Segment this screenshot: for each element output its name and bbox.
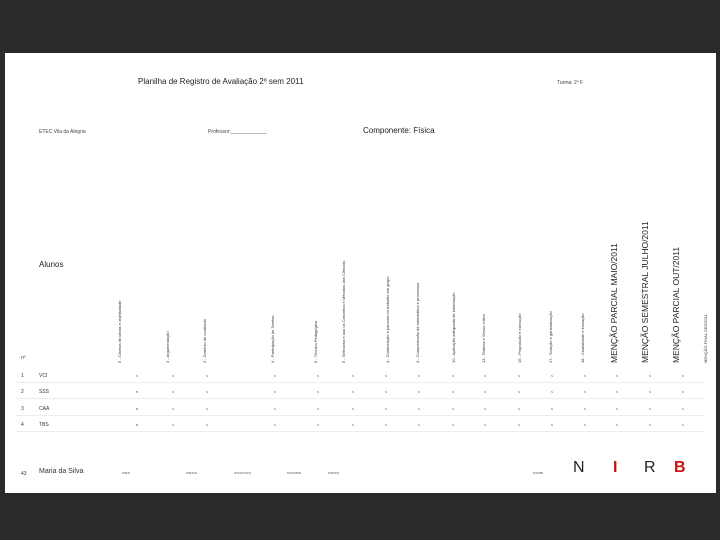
grade-cell: S bbox=[384, 374, 387, 378]
grade-cell: S bbox=[351, 390, 354, 394]
grade-cell: S bbox=[316, 423, 319, 427]
school-name: ETEC Vila da Alegria bbox=[39, 129, 86, 135]
column-header: 3 - Domínio de conteúdo bbox=[202, 319, 207, 363]
mencao-letter-out: R bbox=[644, 459, 656, 476]
mencao-semestral-julho-header: MENÇÃO SEMESTRAL JULHO/2011 bbox=[640, 221, 650, 363]
grade-cell: S bbox=[648, 407, 651, 411]
grade-cell: S bbox=[417, 390, 420, 394]
grade-cell: S bbox=[205, 423, 208, 427]
student-name: CAA bbox=[39, 406, 50, 412]
grade-cell: S bbox=[550, 390, 553, 394]
grade-cell: S bbox=[681, 374, 684, 378]
grade-cell: S bbox=[384, 390, 387, 394]
grade-cell: S bbox=[550, 407, 553, 411]
grade-cell: S bbox=[316, 390, 319, 394]
grade-cell: S bbox=[550, 423, 553, 427]
row-number: 4 bbox=[21, 422, 24, 428]
row-number: 3 bbox=[21, 406, 24, 412]
grade-cell: S bbox=[205, 407, 208, 411]
column-header: 13 - Rotinas e Senso crítico bbox=[481, 313, 486, 363]
student-name: TBS bbox=[39, 422, 49, 428]
grade-cell: S bbox=[615, 390, 618, 394]
column-header: 18 - Criatividade e inovação bbox=[580, 313, 585, 363]
grade-cell: S bbox=[171, 407, 174, 411]
grade-cell: S bbox=[648, 423, 651, 427]
grade-cell: S bbox=[517, 423, 520, 427]
grade-cell: S bbox=[273, 390, 276, 394]
column-header: 4 - Compreensão da sistemática e processos bbox=[415, 282, 420, 363]
grade-cell: S bbox=[517, 374, 520, 378]
grade-cell: S bbox=[384, 423, 387, 427]
student-name: SSS bbox=[39, 389, 50, 395]
professor-label: Professor:_____________ bbox=[208, 129, 267, 135]
column-header: 17 - Solução e generalização bbox=[548, 311, 553, 363]
column-header: 5 - Clareza de ideias e objetividade bbox=[117, 300, 122, 363]
grade-cell: S bbox=[681, 407, 684, 411]
grade-cell: S bbox=[171, 423, 174, 427]
row-number: 2 bbox=[21, 389, 24, 395]
grade-cell: S bbox=[583, 390, 586, 394]
grade-cell: S bbox=[351, 423, 354, 427]
grade-cell: S bbox=[451, 374, 454, 378]
grade-cell: S bbox=[583, 423, 586, 427]
grade-cell: S bbox=[583, 407, 586, 411]
column-header: 5 - Técnica Pedagógica bbox=[313, 321, 318, 363]
grade-cell: S bbox=[417, 407, 420, 411]
grade-cell: S bbox=[483, 423, 486, 427]
grade-cell: S bbox=[517, 407, 520, 411]
grade-cell: S bbox=[384, 407, 387, 411]
grade-cell: B bbox=[135, 390, 138, 394]
grade-cell: S bbox=[681, 423, 684, 427]
column-header: 3 - Argumentação bbox=[165, 331, 170, 363]
mencao-final-dez-header: MENÇÃO FINAL DEZ/2011 bbox=[703, 314, 708, 363]
grade-cell: S bbox=[451, 423, 454, 427]
alunos-label: Alunos bbox=[39, 260, 64, 269]
grade-cell: S bbox=[681, 390, 684, 394]
grade-cell: S bbox=[316, 374, 319, 378]
mencao-letter-maio: N bbox=[573, 459, 585, 476]
column-header: 10 - Aplicação adequada de informação bbox=[451, 292, 456, 363]
grade-cell: S bbox=[417, 374, 420, 378]
grade-cell: S bbox=[583, 374, 586, 378]
row-divider bbox=[15, 415, 705, 416]
grade-cell: S bbox=[483, 390, 486, 394]
grade-cell: S bbox=[615, 407, 618, 411]
mencao-parcial-maio-header: MENÇÃO PARCIAL MAIO/2011 bbox=[609, 243, 619, 363]
componente-label: Componente: Física bbox=[363, 126, 435, 135]
mencao-parcial-out-header: MENÇÃO PARCIAL OUT/2011 bbox=[671, 246, 681, 363]
grade-cell: S bbox=[135, 374, 138, 378]
column-header: 16 - Proposição e execução bbox=[517, 313, 522, 363]
turma-label: Turma: 2º F bbox=[557, 80, 584, 86]
student-name: Maria da Silva bbox=[39, 468, 84, 475]
grade-cell: S bbox=[648, 374, 651, 378]
grade-cell: S bbox=[273, 374, 276, 378]
column-header: 5 - Seleciona e usa os Conceitos e Métodos das Ciências bbox=[341, 260, 346, 363]
grade-cell: S bbox=[517, 390, 520, 394]
grade-cell: S bbox=[648, 390, 651, 394]
row-divider bbox=[15, 398, 705, 399]
grade-cell: S bbox=[550, 374, 553, 378]
grade-cell: S bbox=[351, 374, 354, 378]
grade-cell: B bbox=[135, 423, 138, 427]
grade-code: N/N/N/N/N/S bbox=[234, 471, 252, 475]
grade-cell: S bbox=[171, 374, 174, 378]
column-header: 4 - Participação de Tarefas bbox=[270, 315, 275, 363]
mencao-letter-julho: I bbox=[613, 459, 618, 476]
grade-cell: S bbox=[273, 423, 276, 427]
student-name: VCI bbox=[39, 373, 48, 379]
grade-cell: B bbox=[135, 407, 138, 411]
numero-label: nº bbox=[21, 355, 26, 361]
grade-cell: S bbox=[171, 390, 174, 394]
grade-cell: S bbox=[351, 407, 354, 411]
grade-code: N/N/BB bbox=[533, 471, 544, 475]
column-header: 4 - Colaboração e parceria no trabalho em grupo bbox=[385, 276, 390, 363]
grade-code: N/B/N/N bbox=[186, 471, 198, 475]
grade-cell: S bbox=[615, 423, 618, 427]
grade-cell: S bbox=[205, 390, 208, 394]
row-divider bbox=[15, 431, 705, 432]
grade-cell: S bbox=[483, 374, 486, 378]
mencao-letter-dez: B bbox=[674, 459, 686, 476]
row-number: 43 bbox=[21, 471, 27, 477]
grade-cell: S bbox=[205, 374, 208, 378]
grade-cell: S bbox=[451, 407, 454, 411]
row-number: 1 bbox=[21, 373, 24, 379]
row-divider bbox=[15, 382, 705, 383]
grade-cell: S bbox=[316, 407, 319, 411]
sheet-title: Planilha de Registro de Avaliação 2º sem 2011 bbox=[138, 77, 304, 86]
grade-cell: S bbox=[615, 374, 618, 378]
evaluation-sheet bbox=[5, 53, 716, 493]
grade-code: N/N/N/B/B bbox=[287, 471, 301, 475]
grade-cell: S bbox=[451, 390, 454, 394]
grade-cell: S bbox=[273, 407, 276, 411]
grade-cell: S bbox=[483, 407, 486, 411]
grade-cell: S bbox=[417, 423, 420, 427]
grade-code: N/B/N bbox=[122, 471, 131, 475]
grade-code: N/B/N/N bbox=[328, 471, 340, 475]
